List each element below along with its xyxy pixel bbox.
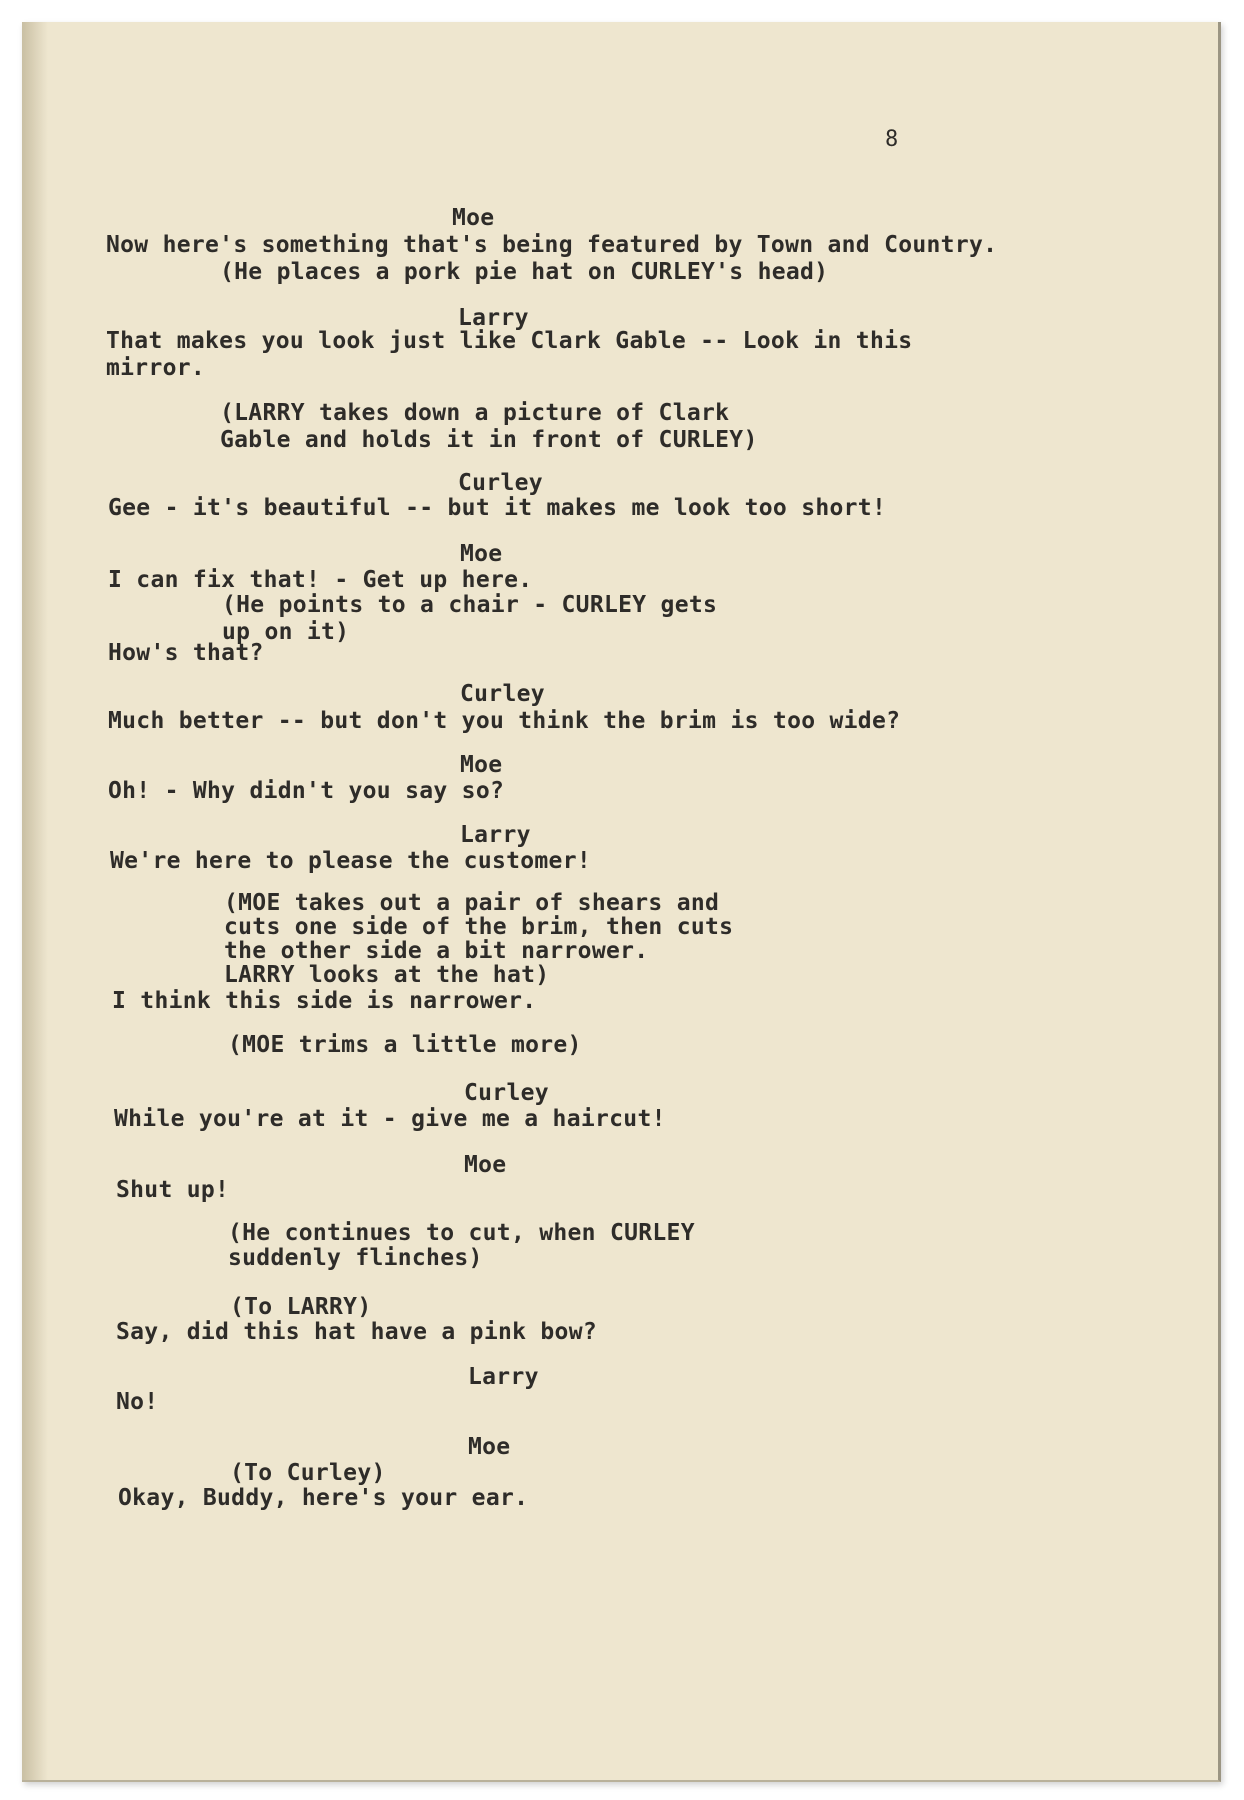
dialogue-line: Oh! - Why didn't you say so? [108,778,505,804]
stage-direction: (MOE takes out a pair of shears and [224,890,720,916]
dialogue-line: Much better -- but don't you think the brim is too wide? [108,708,901,734]
dialogue-line: How's that? [108,640,264,666]
dialogue-line: I can fix that! - Get up here. [108,567,533,593]
dialogue-line: Okay, Buddy, here's your ear. [118,1485,529,1511]
character-cue: Moe [468,1434,511,1460]
stage-direction-block [220,400,758,454]
dialogue-line: That makes you look just like Clark Gable -- Look in this [106,328,913,354]
character-cue: Moe [452,205,495,231]
stage-direction: (LARRY takes down a picture of Clark [220,400,730,426]
character-cue: Moe [464,1152,507,1178]
stage-direction: suddenly flinches) [228,1245,483,1271]
dialogue-line: No! [116,1389,159,1415]
dialogue-line: Say, did this hat have a pink bow? [116,1319,598,1345]
dialogue-line: We're here to please the customer! [110,848,592,874]
dialogue-line: I think this side is narrower. [112,988,537,1014]
stage-direction: cuts one side of the brim, then cuts [224,914,734,940]
dialogue-line: Shut up! [116,1177,230,1203]
stage-direction: (To Curley) [230,1460,386,1486]
character-cue: Curley [460,681,545,707]
character-cue: Curley [458,470,543,496]
stage-direction: (He points to a chair - CURLEY gets [222,592,718,618]
stage-direction: (He continues to cut, when CURLEY [228,1220,695,1246]
stage-direction-block [228,1221,695,1271]
character-cue: Larry [460,822,531,848]
character-cue: Larry [458,305,529,331]
stage-direction-block [222,592,717,646]
character-cue: Curley [464,1080,549,1106]
character-cue: Larry [468,1364,539,1390]
stage-direction: up on it) [222,619,350,645]
script-page [22,22,1221,1782]
stage-direction: the other side a bit narrower. [224,938,649,964]
stage-direction: (To LARRY) [230,1294,372,1320]
stage-direction-block [224,891,733,987]
character-cue: Moe [460,541,503,567]
stage-direction: (He places a pork pie hat on CURLEY's head) [220,259,829,285]
dialogue-line: Now here's something that's being featured by Town and Country. [106,232,998,258]
page-number: 8 [885,127,899,152]
dialogue-line: Gee - it's beautiful -- but it makes me look too short! [108,495,887,521]
dialogue-line: While you're at it - give me a haircut! [114,1106,666,1132]
stage-direction: (MOE trims a little more) [228,1032,582,1058]
character-cue: Moe [460,752,503,778]
dialogue-line: mirror. [106,355,206,381]
stage-direction: LARRY looks at the hat) [224,962,550,988]
dialogue-block [106,328,912,382]
stage-direction: Gable and holds it in front of CURLEY) [220,427,758,453]
